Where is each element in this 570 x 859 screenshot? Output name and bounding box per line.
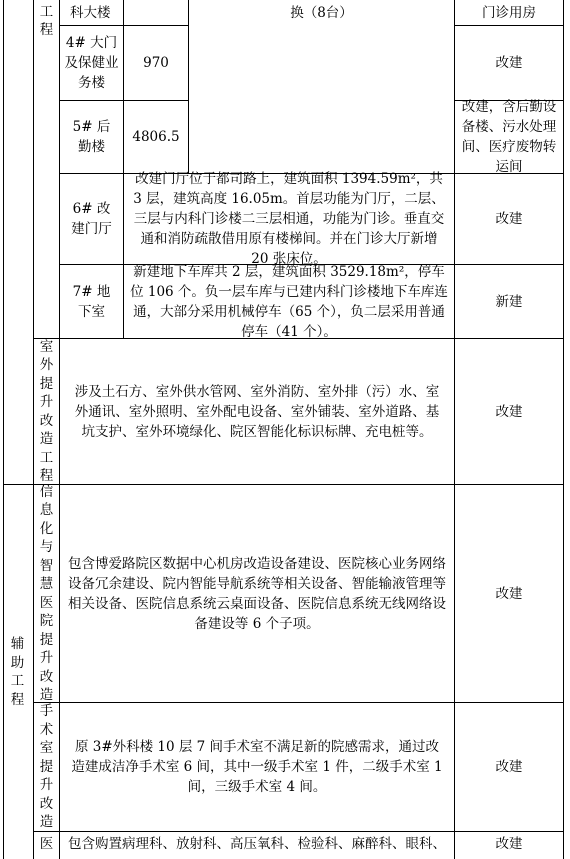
description: 包含购置病理科、放射科、高压氧科、检验科、麻醉科、眼科、 <box>68 836 446 852</box>
sub-item-label: 信息化与智慧医院提升改造 <box>39 483 54 703</box>
description: 改建门厅位于都司路上，建筑面积 1394.59m²，共 3 层，建筑高度 16.05m。首层功能为门厅，二层、三层与内科门诊楼二三层相通，功能为门诊。垂直交通和消防疏散借用原有楼梯间。并在门诊大厅新增 20 张床位。 <box>133 171 445 267</box>
description: 原 3#外科楼 10 层 7 间手术室不满足新的院感需求，通过改造建成洁净手术室 6 间，其中一级手术室 1 件，二级手术室 1 间，三级手术室 4 间。 <box>71 739 443 795</box>
description: 涉及土石方、室外供水管网、室外消防、室外排（污）水、室外通讯、室外照明、室外配电设备、室外铺装、室外道路、基坑支护、室外环境绿化、院区智能化标识标牌、充电桩等。 <box>74 383 440 440</box>
nature: 改建 <box>495 55 523 71</box>
nature: 门诊用房 <box>482 4 536 21</box>
description: 换（8台） <box>290 4 353 21</box>
sub-item-label: 手术室提升改造 <box>39 703 54 831</box>
nature: 改建 <box>495 585 523 602</box>
category-label: 辅助工程 <box>10 636 27 708</box>
table-line <box>563 0 564 859</box>
building-name: 4# 大门及保健业务楼 <box>64 35 119 91</box>
nature: 改建，含后勤设备楼、污水处理间、医疗废物转运间 <box>461 99 557 175</box>
nature: 改建 <box>495 759 523 775</box>
table-line <box>188 0 189 173</box>
description: 新建地下车库共 2 层，建筑面积 3529.18m²，停车位 106 个。负一层车库与已建内科门诊楼地下车库连通，大部分采用机械停车（65 个），负二层采用普通停车（41 个）。 <box>130 263 448 340</box>
building-name: 7# 地下室 <box>72 283 111 320</box>
building-name: 科大楼 <box>70 4 111 21</box>
nature: 改建 <box>495 836 523 852</box>
sub-item-label: 医 <box>39 836 54 852</box>
group-label: 工程 <box>39 3 54 38</box>
nature: 改建 <box>495 211 523 227</box>
sub-item-label: 室外提升改造工程 <box>39 338 54 484</box>
nature: 新建 <box>495 293 523 310</box>
building-name: 5# 后勤楼 <box>72 119 111 155</box>
nature: 改建 <box>495 403 523 420</box>
floor-area: 4806.5 <box>132 129 180 145</box>
floor-area: 970 <box>143 55 169 71</box>
description: 包含博爱路院区数据中心机房改造设备建设、医院核心业务网络设备冗余建设、院内智能导航系统等相关设备、智能输液管理等相关设备、医院信息系统云桌面设备、医院信息系统无线网络设备建设等 6 个子项。 <box>68 555 446 632</box>
building-name: 6# 改建门厅 <box>71 201 112 237</box>
